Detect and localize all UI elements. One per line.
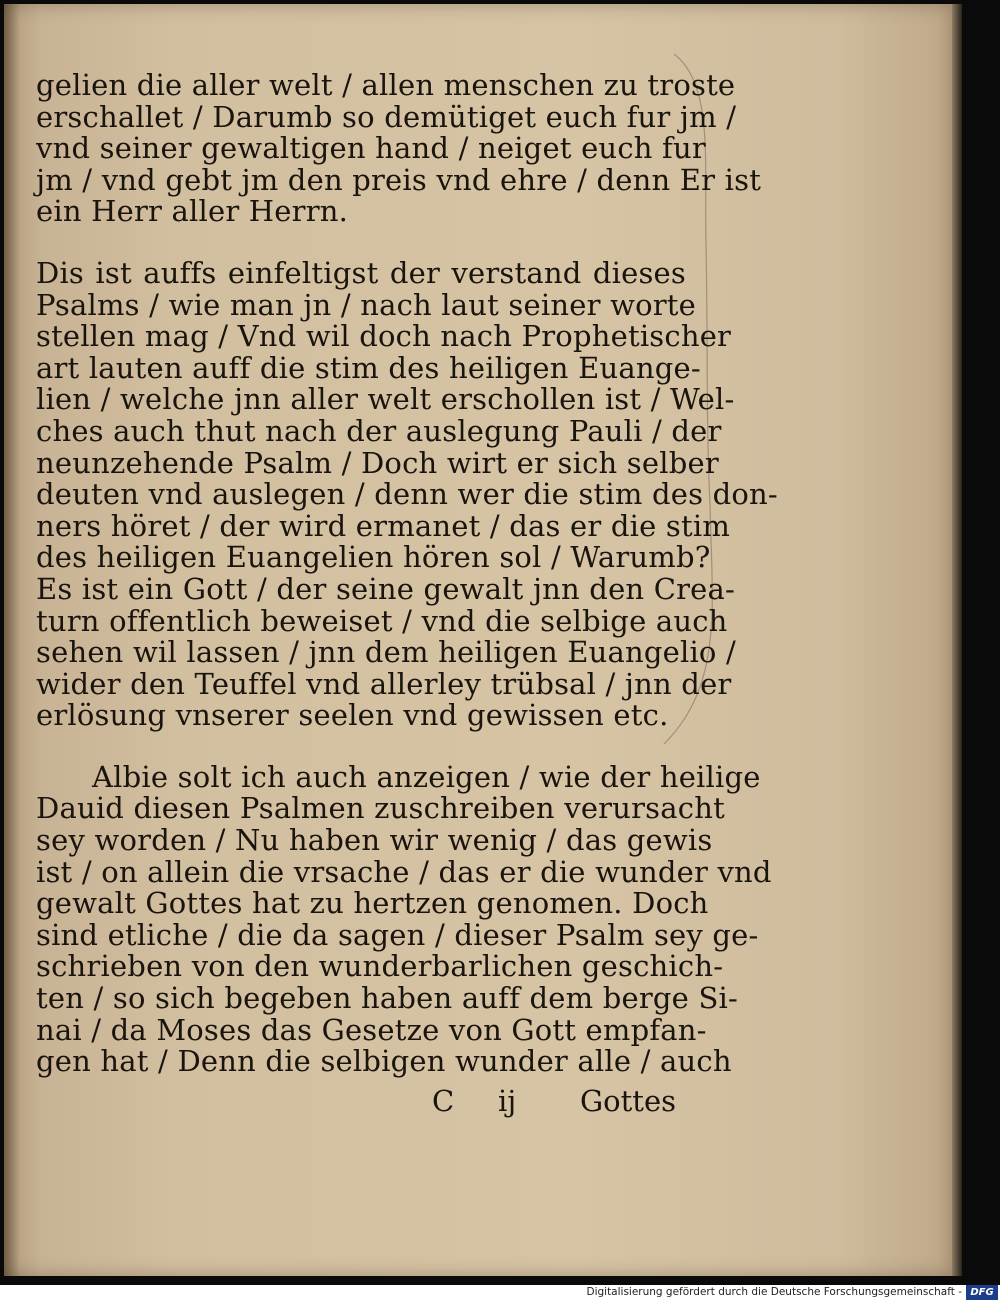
text-line: ches auch thut nach der auslegung Pauli / der [36, 413, 722, 448]
text-line: stellen mag / Vnd wil doch nach Prophetischer [36, 319, 732, 354]
text-line: ners höret / der wird ermanet / das er die stim [36, 508, 731, 543]
text-line: schrieben von den wunderbarlichen geschich- [36, 949, 724, 984]
text-line: sey worden / Nu haben wir wenig / das gewis [36, 823, 713, 858]
text-line: erschallet / Darumb so demütiget euch fur jm / [36, 99, 737, 134]
text-line: ist / on allein die vrsache / das er die wunder vnd [36, 854, 772, 889]
page-footer [36, 1084, 686, 1118]
text-line: turn offentlich beweiset / vnd die selbige auch [36, 603, 728, 638]
dfg-logo: DFG [966, 1285, 998, 1300]
spine-shadow [4, 4, 20, 1276]
funding-credit: Digitalisierung gefördert durch die Deutsche Forschungsgemeinschaft - [586, 1286, 962, 1298]
catchword: Gottes [580, 1084, 676, 1118]
paragraph-3 [36, 759, 772, 1079]
text-line: Dis ist auffs einfeltigst der verstand dieses [36, 255, 686, 290]
text-line: ten / so sich begeben haben auff dem berge Si- [36, 981, 738, 1016]
signature-mark: C [432, 1084, 455, 1118]
text-line: nai / da Moses das Gesetze von Gott empfan- [36, 1012, 707, 1047]
text-line: Psalms / wie man jn / nach laut seiner worte [36, 287, 697, 322]
text-line: Es ist ein Gott / der seine gewalt jnn den Crea- [36, 571, 736, 606]
text-line: gewalt Gottes hat zu hertzen genomen. Doch [36, 886, 709, 921]
text-line: Albie solt ich auch anzeigen / wie der heilige [92, 759, 761, 794]
text-line: Dauid diesen Psalmen zuschreiben verursacht [36, 791, 725, 826]
text-line: art lauten auff die stim des heiligen Euange- [36, 350, 701, 385]
text-line: wider den Teuffel vnd allerley trübsal / jnn der [36, 666, 732, 701]
text-line: sind etliche / die da sagen / dieser Psalm sey ge- [36, 917, 759, 952]
text-line: ein Herr aller Herrn. [36, 194, 349, 229]
paragraph-2 [36, 255, 778, 733]
text-line: neunzehende Psalm / Doch wirt er sich selber [36, 445, 719, 480]
body-text [36, 68, 778, 1079]
text-line: gelien die aller welt / allen menschen zu troste [36, 68, 736, 102]
text-line: erlösung vnserer seelen vnd gewissen etc. [36, 698, 669, 733]
text-line: lien / welche jnn aller welt erschollen ist / Wel- [36, 382, 735, 417]
text-line: des heiligen Euangelien hören sol / Warumb? [36, 540, 711, 575]
text-line: vnd seiner gewaltigen hand / neiget euch fur [36, 131, 706, 166]
book-page [4, 4, 952, 1276]
text-line: jm / vnd gebt jm den preis vnd ehre / denn Er ist [36, 162, 762, 197]
page-edge [952, 4, 962, 1276]
text-line: deuten vnd auslegen / denn wer die stim des don- [36, 477, 778, 512]
signature-number: ij [498, 1084, 517, 1118]
text-line: gen hat / Denn die selbigen wunder alle / auch [36, 1044, 732, 1079]
text-line: sehen wil lassen / jnn dem heiligen Euangelio / [36, 635, 736, 670]
paragraph-1 [36, 68, 762, 229]
